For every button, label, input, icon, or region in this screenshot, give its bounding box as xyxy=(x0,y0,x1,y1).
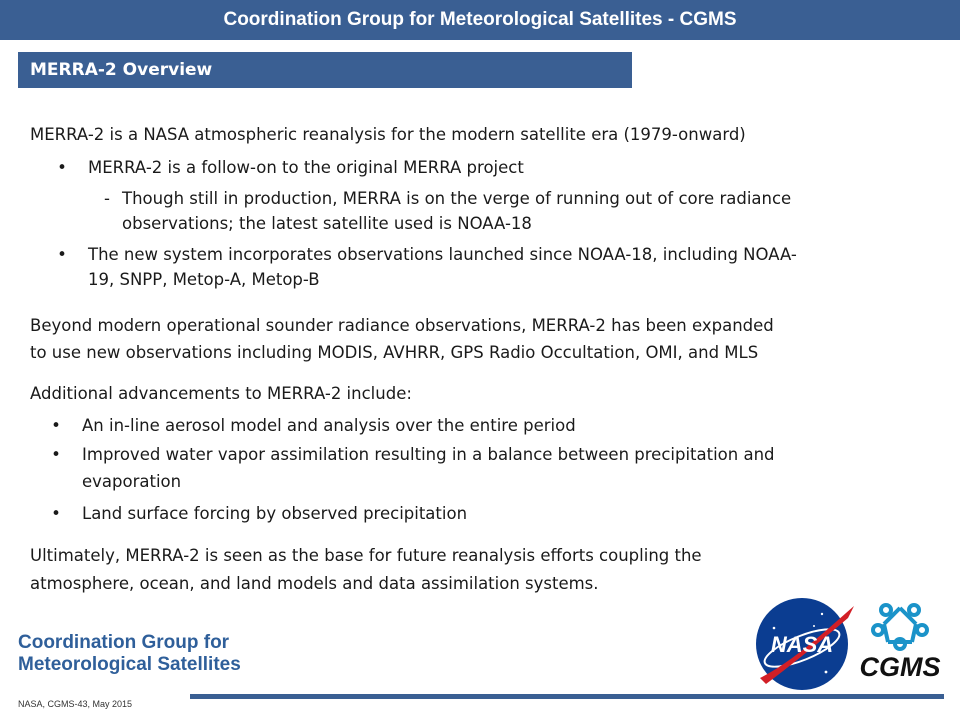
paragraph-3: Additional advancements to MERRA-2 include: xyxy=(30,384,412,403)
wordmark-line-1: Coordination Group for xyxy=(18,632,230,653)
nasa-logo-icon xyxy=(752,592,856,696)
bullet-text: Land surface forcing by observed precipitation xyxy=(82,504,468,523)
bullet-text: MERRA-2 is a follow-on to the original MERRA project xyxy=(88,158,524,177)
nasa-text: NASA xyxy=(770,632,834,657)
intro-paragraph: MERRA-2 is a NASA atmospheric reanalysis for the modern satellite era (1979-onward) xyxy=(30,125,746,144)
bullet-line-2: evaporation xyxy=(82,472,182,491)
paragraph-4-line-2: atmosphere, ocean, and land models and data assimilation systems. xyxy=(30,574,599,593)
cgms-logo-icon xyxy=(852,596,948,686)
header-title: Coordination Group for Meteorological Satellites - CGMS xyxy=(223,9,737,30)
section-title: MERRA-2 Overview xyxy=(30,60,213,80)
bullet-dot-icon: • xyxy=(51,445,61,464)
list-item xyxy=(56,242,936,292)
paragraph-4-line-1: Ultimately, MERRA-2 is seen as the base for future reanalysis efforts coupling the xyxy=(30,546,702,565)
bullet-line-1: Improved water vapor assimilation resulting in a balance between precipitation and xyxy=(82,445,775,464)
sub-list-item xyxy=(104,186,944,236)
paragraph-2-line-1: Beyond modern operational sounder radiance observations, MERRA-2 has been expanded xyxy=(30,316,774,335)
wordmark-line-2: Meteorological Satellites xyxy=(18,654,241,675)
paragraph-2-line-2: to use new observations including MODIS, AVHRR, GPS Radio Occultation, OMI, and MLS xyxy=(30,343,759,362)
footer-note: NASA, CGMS-43, May 2015 xyxy=(18,699,133,709)
bullet-line-1: The new system incorporates observations launched since NOAA-18, including NOAA- xyxy=(88,245,797,264)
bullet-text: An in-line aerosol model and analysis over the entire period xyxy=(82,416,576,435)
cgms-text: CGMS xyxy=(859,652,941,682)
sub-bullet-line-2: observations; the latest satellite used is NOAA-18 xyxy=(122,214,532,233)
cgms-wordmark xyxy=(18,632,241,676)
list-item xyxy=(56,155,936,180)
bullet-dot-icon: • xyxy=(51,504,61,523)
list-item xyxy=(50,442,940,492)
bullet-dot-icon: • xyxy=(51,416,61,435)
bullet-dot-icon: • xyxy=(57,158,67,177)
list-item xyxy=(50,501,940,526)
dash-mark: - xyxy=(104,189,110,208)
bullet-line-2: 19, SNPP, Metop-A, Metop-B xyxy=(88,270,320,289)
bullet-dot-icon: • xyxy=(57,245,67,264)
sub-bullet-line-1: Though still in production, MERRA is on the verge of running out of core radiance xyxy=(122,189,792,208)
list-item xyxy=(50,413,940,438)
